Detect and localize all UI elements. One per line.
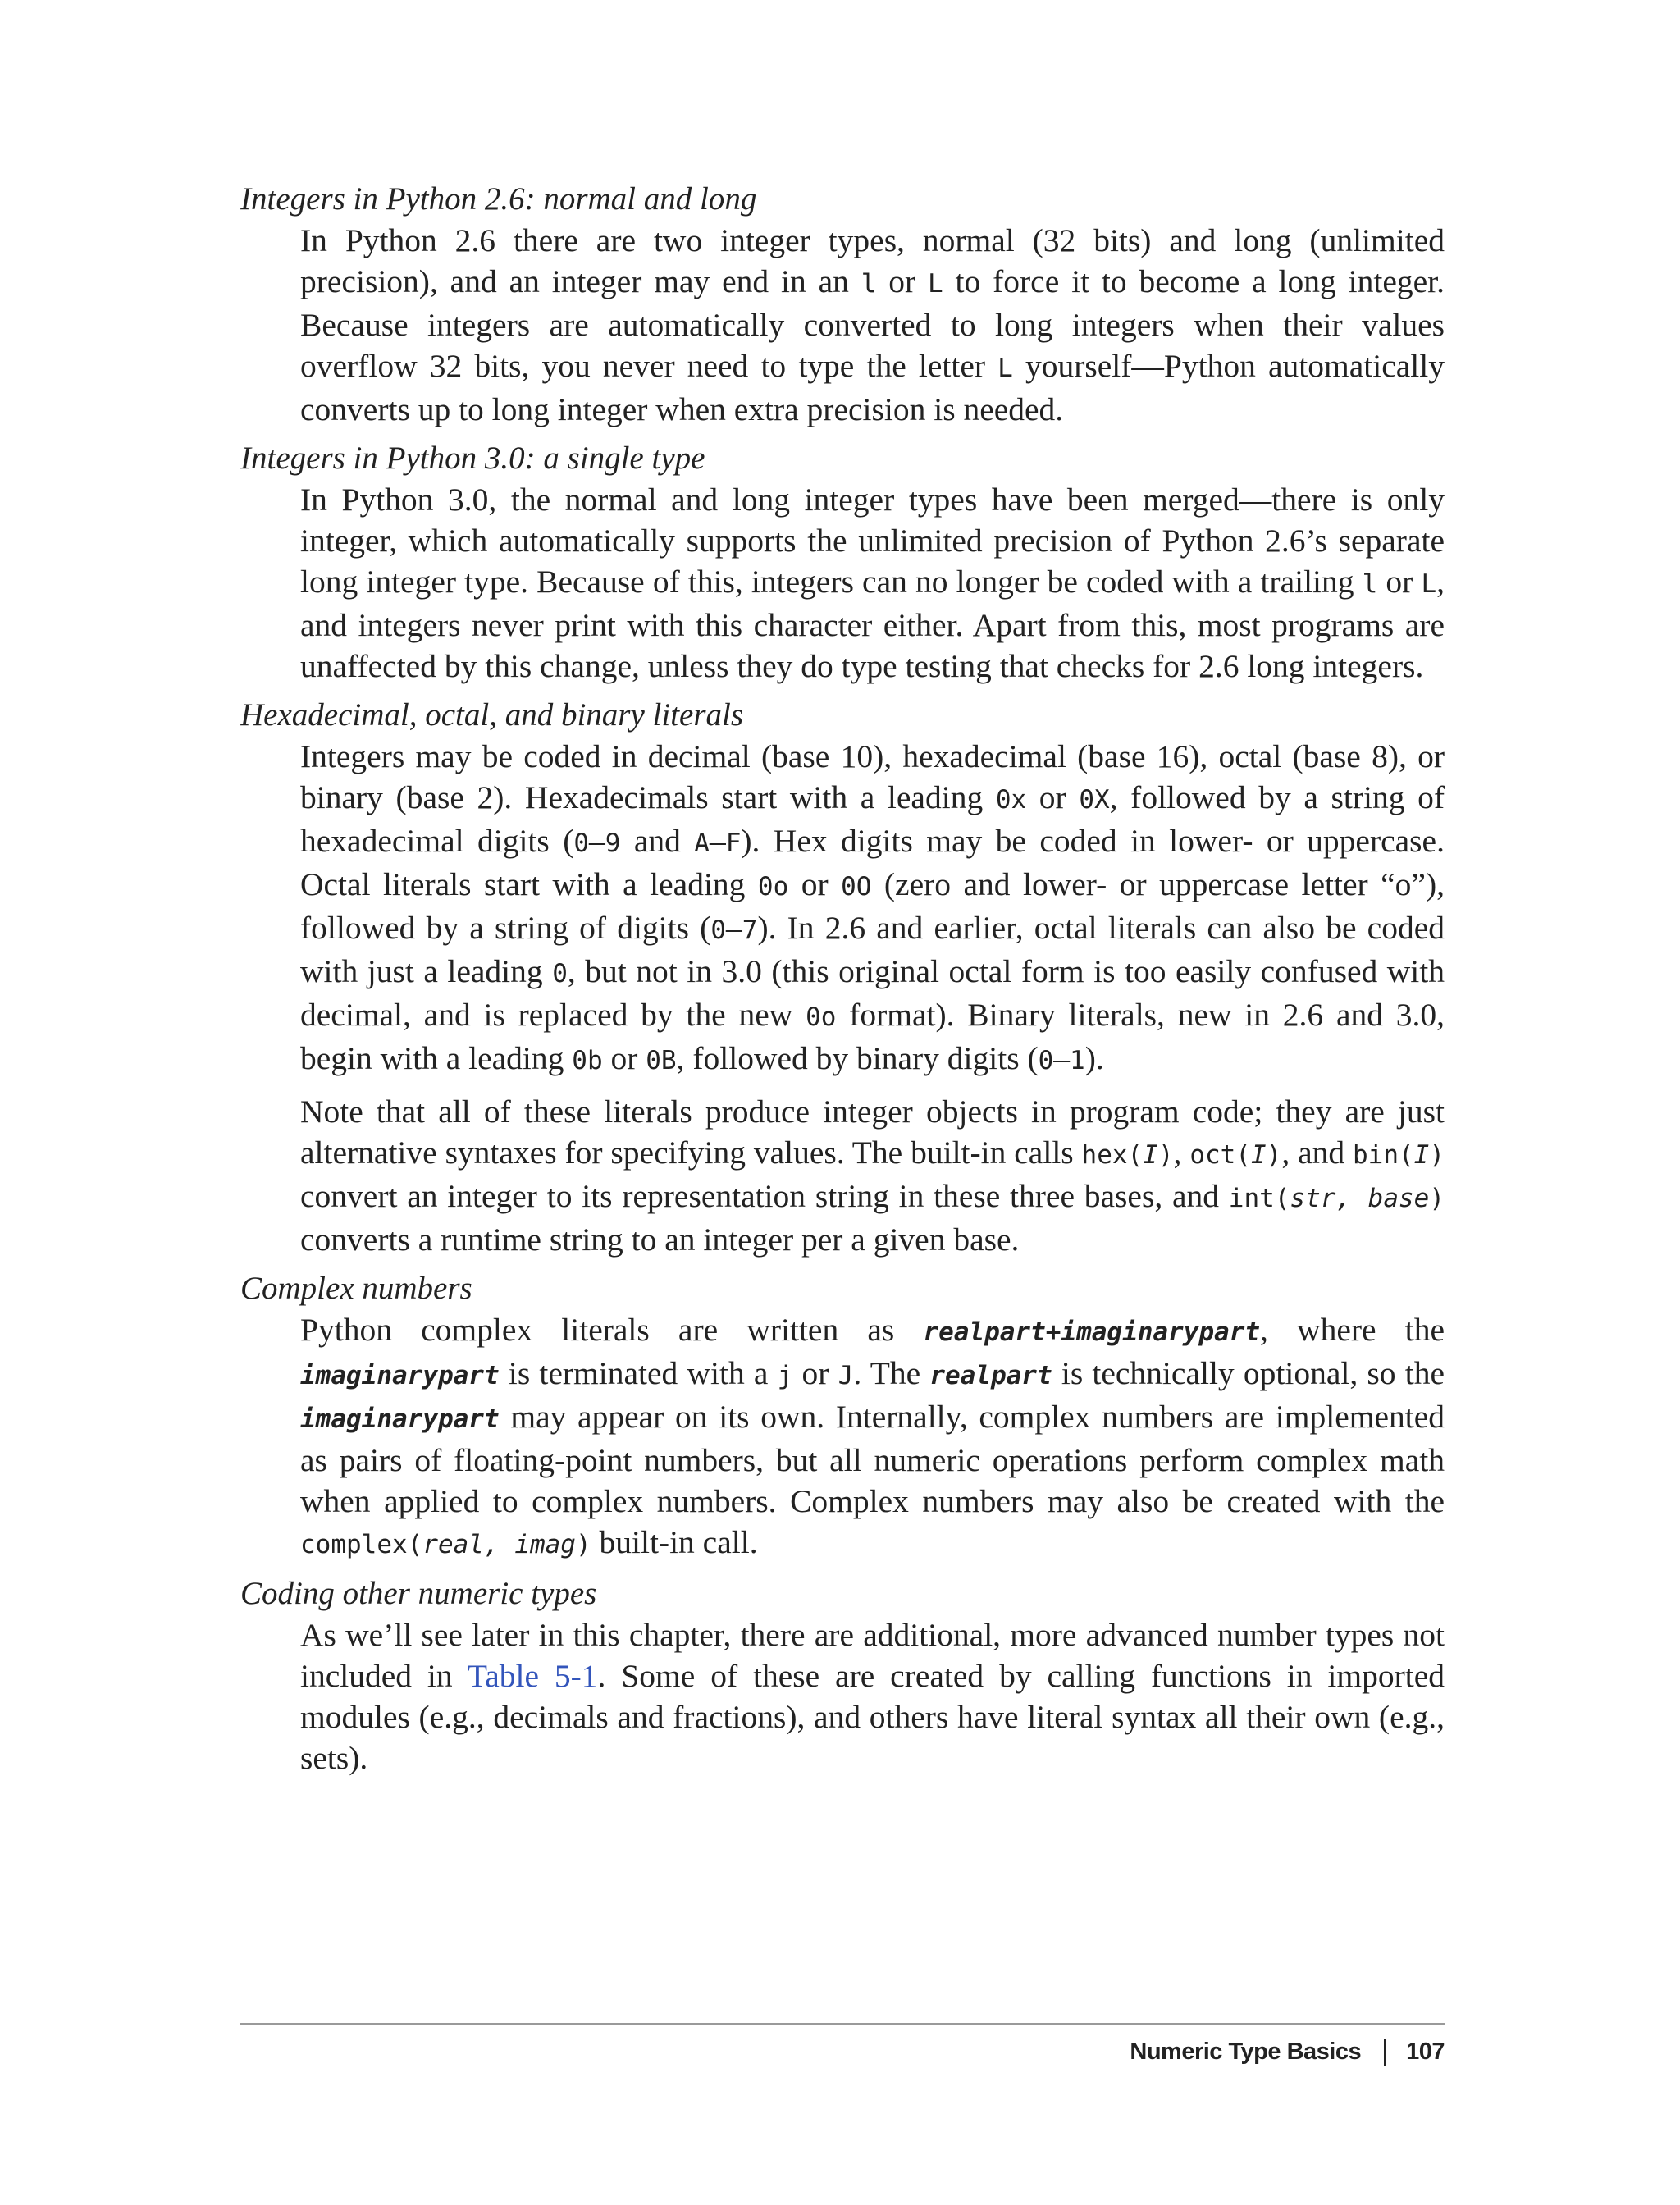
text: built-in call. bbox=[591, 1524, 758, 1560]
entry-term: Coding other numeric types bbox=[240, 1576, 597, 1611]
text: – bbox=[726, 910, 742, 946]
text: or bbox=[1377, 564, 1422, 600]
entry-term: Integers in Python 3.0: a single type bbox=[240, 441, 705, 476]
paragraph bbox=[300, 220, 1445, 430]
text: converts a runtime string to an integer per a given base. bbox=[300, 1221, 1020, 1258]
inline-code: l bbox=[861, 269, 877, 299]
running-section-title: Numeric Type Basics bbox=[1130, 2038, 1362, 2065]
text: Integers may be coded in decimal (base 10), hexadecimal (base 16), octal (base 8), or binary (base 2). Hexadecimals start with a leading bbox=[300, 738, 1445, 815]
text: , where the bbox=[1260, 1312, 1445, 1348]
inline-code: l bbox=[1362, 569, 1378, 599]
inline-code: 0o bbox=[757, 872, 789, 902]
footer-divider bbox=[240, 2023, 1445, 2025]
inline-code: A bbox=[694, 829, 710, 858]
inline-code: L bbox=[1421, 569, 1437, 599]
definition-entry bbox=[240, 1268, 1445, 1565]
inline-code: j bbox=[777, 1361, 793, 1390]
text: to force it to become a long integer. Because integers are automatically converted to long integers when their values overflow 32 bits, you never need to type the letter bbox=[300, 263, 1445, 384]
inline-code: F bbox=[725, 829, 742, 858]
inline-code: int( bbox=[1228, 1184, 1290, 1213]
text: , and bbox=[1281, 1134, 1353, 1171]
inline-code: 7 bbox=[742, 915, 758, 945]
inline-code: 0 bbox=[1038, 1046, 1054, 1075]
table-cross-reference-link[interactable]: Table 5-1 bbox=[467, 1658, 598, 1694]
inline-code-italic: str, base bbox=[1290, 1184, 1430, 1213]
text: Python complex literals are written as bbox=[300, 1312, 924, 1348]
inline-code: 0o bbox=[806, 1002, 837, 1032]
text: and bbox=[620, 823, 695, 859]
text: format). Binary literals, new in 2.6 and 3.0, begin with a leading bbox=[300, 997, 1445, 1076]
inline-code-emphasis: realpart bbox=[929, 1361, 1052, 1390]
inline-code: 0O bbox=[841, 872, 872, 902]
text: , followed by binary digits ( bbox=[676, 1040, 1039, 1076]
inline-code: 0b bbox=[572, 1046, 603, 1075]
text: is technically optional, so the bbox=[1052, 1355, 1445, 1391]
text: , followed by a string of hexadecimal digits ( bbox=[300, 779, 1445, 859]
text: ). bbox=[1084, 1040, 1104, 1076]
text: (zero and lower- or uppercase letter “o”), followed by a string of digits ( bbox=[300, 866, 1445, 946]
text: – bbox=[709, 823, 726, 859]
page-number: 107 bbox=[1406, 2038, 1445, 2065]
entry-body bbox=[300, 1309, 1445, 1565]
entry-term: Integers in Python 2.6: normal and long bbox=[240, 181, 757, 217]
definition-entry bbox=[240, 438, 1445, 687]
inline-code: ) bbox=[1157, 1140, 1174, 1170]
inline-code: L bbox=[998, 354, 1013, 383]
entry-body bbox=[300, 736, 1445, 1260]
text: or bbox=[788, 866, 842, 902]
inline-code: 0 bbox=[552, 959, 568, 988]
inline-code: J bbox=[838, 1361, 854, 1390]
inline-code: ) bbox=[575, 1530, 591, 1559]
paragraph bbox=[300, 479, 1445, 687]
inline-code: complex( bbox=[300, 1530, 423, 1559]
paragraph bbox=[300, 1091, 1445, 1260]
text: , bbox=[1173, 1134, 1190, 1171]
entry-term: Complex numbers bbox=[240, 1271, 472, 1306]
text: yourself—Python automatically converts up to long integer when extra precision is needed. bbox=[300, 348, 1445, 427]
definition-entry bbox=[240, 1573, 1445, 1778]
inline-code: 0 bbox=[573, 829, 590, 858]
inline-code: L bbox=[928, 269, 943, 299]
entry-body bbox=[300, 1614, 1445, 1778]
text: is terminated with a bbox=[499, 1355, 778, 1391]
inline-code: bin( bbox=[1353, 1140, 1414, 1170]
inline-code-italic: real, imag bbox=[422, 1530, 576, 1559]
text: ). In 2.6 and earlier, octal literals can also be coded with just a leading bbox=[300, 910, 1445, 989]
entry-body bbox=[300, 220, 1445, 430]
text: . The bbox=[853, 1355, 930, 1391]
paragraph bbox=[300, 1614, 1445, 1778]
inline-code-italic: I bbox=[1413, 1140, 1430, 1170]
text: or bbox=[1026, 779, 1080, 815]
inline-code-emphasis: imaginarypart bbox=[300, 1404, 500, 1434]
inline-code-italic: I bbox=[1143, 1140, 1158, 1170]
entry-body bbox=[300, 479, 1445, 687]
text: or bbox=[876, 263, 929, 299]
inline-code: hex( bbox=[1081, 1140, 1144, 1170]
footer-separator bbox=[1384, 2039, 1386, 2066]
text: , and integers never print with this character either. Apart from this, most programs are unaffected by this change, unless they do type testing that checks for 2.6 long integers. bbox=[300, 564, 1445, 684]
text: may appear on its own. Internally, complex numbers are implemented as pairs of floating-point numbers, but all numeric operations perform complex math when applied to complex numbers. Complex numbers may also be created with the bbox=[300, 1399, 1445, 1519]
text: In Python 2.6 there are two integer types, normal (32 bits) and long (unlimited precision), and an integer may end in an bbox=[300, 222, 1445, 299]
inline-code-emphasis: realpart+imaginarypart bbox=[923, 1317, 1261, 1347]
paragraph bbox=[300, 736, 1445, 1081]
inline-code-emphasis: imaginarypart bbox=[300, 1361, 500, 1390]
paragraph bbox=[300, 1309, 1445, 1565]
text: . Some of these are created by calling functions in imported modules (e.g., decimals and fractions), and others have literal syntax all their own (e.g., sets). bbox=[300, 1658, 1445, 1776]
text: – bbox=[1053, 1040, 1071, 1076]
inline-code: 1 bbox=[1070, 1046, 1085, 1075]
inline-code: ) bbox=[1429, 1140, 1445, 1170]
inline-code: ) bbox=[1266, 1140, 1282, 1170]
text: ). Hex digits may be coded in lower- or uppercase. Octal literals start with a leading bbox=[300, 823, 1445, 902]
text: In Python 3.0, the normal and long integer types have been merged—there is only integer, which automatically supports the unlimited precision of Python 2.6’s separate long integer type. Because of this, integers can no longer be coded with a trailing bbox=[300, 482, 1445, 600]
inline-code: 0X bbox=[1079, 785, 1110, 815]
text: or bbox=[792, 1355, 838, 1391]
inline-code: 0x bbox=[995, 785, 1027, 815]
inline-code-italic: I bbox=[1250, 1140, 1267, 1170]
inline-code: 9 bbox=[605, 829, 621, 858]
text: As we’ll see later in this chapter, there are additional, more advanced number types not included in bbox=[300, 1617, 1445, 1694]
inline-code: 0B bbox=[646, 1046, 677, 1075]
text: or bbox=[602, 1040, 646, 1076]
text: – bbox=[589, 823, 605, 859]
text: Note that all of these literals produce integer objects in program code; they are just alternative syntaxes for specifying values. The built-in calls bbox=[300, 1093, 1445, 1171]
definition-entry bbox=[240, 695, 1445, 1260]
text: , but not in 3.0 (this original octal form is too easily confused with decimal, and is replaced by the new bbox=[300, 953, 1445, 1033]
inline-code: 0 bbox=[710, 915, 727, 945]
definition-entry bbox=[240, 179, 1445, 430]
page-content bbox=[240, 179, 1445, 1787]
inline-code: oct( bbox=[1189, 1140, 1251, 1170]
entry-term: Hexadecimal, octal, and binary literals bbox=[240, 697, 744, 733]
page-footer bbox=[1130, 2038, 1445, 2066]
text: convert an integer to its representation string in these three bases, and bbox=[300, 1178, 1229, 1214]
inline-code: ) bbox=[1429, 1184, 1445, 1213]
